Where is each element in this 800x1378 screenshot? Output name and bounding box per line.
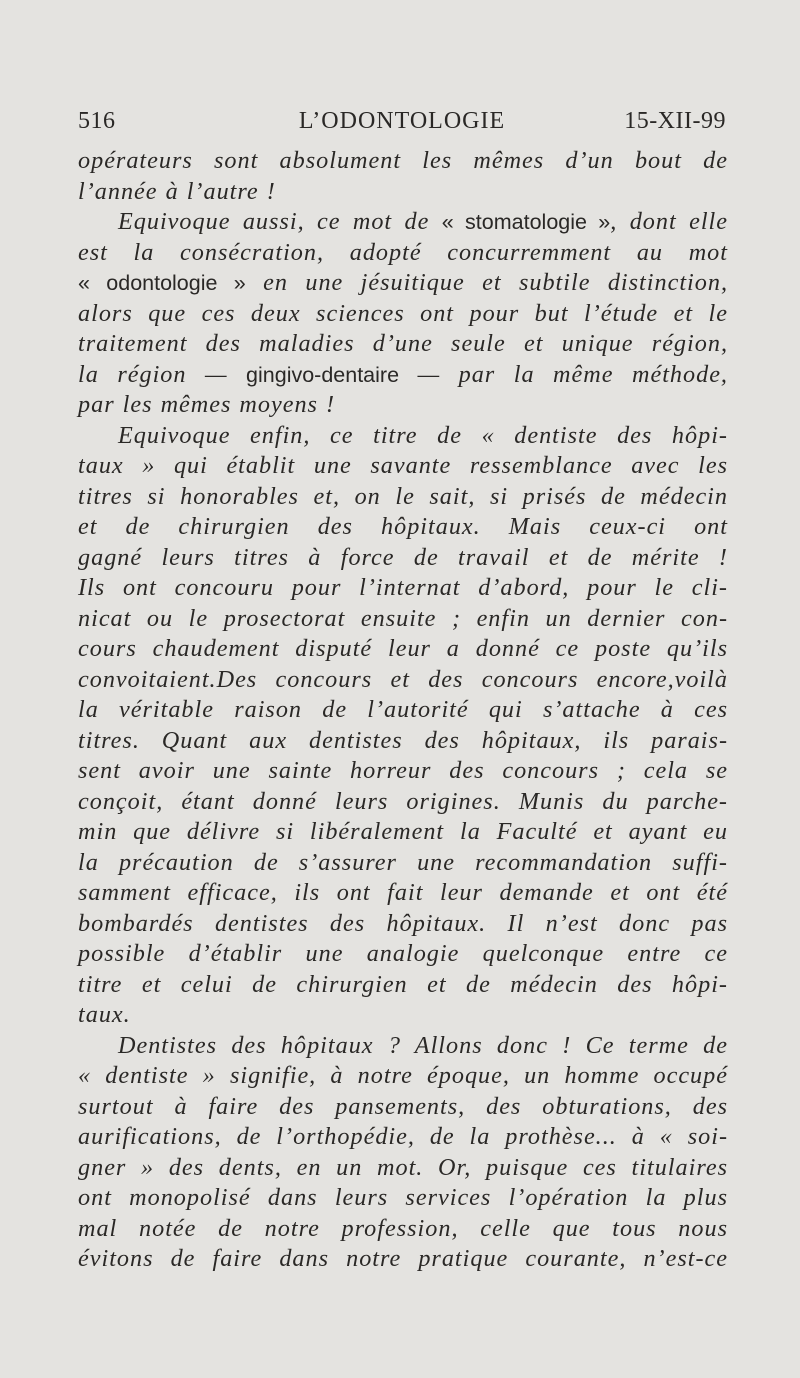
- text-line: [78, 1122, 728, 1153]
- italic-run: sent avoir une sainte horreur des concours ; cela se: [78, 757, 728, 784]
- text-line: [78, 146, 728, 177]
- italic-run: Ils ont concouru pour l’internat d’abord, pour le cli-: [78, 574, 728, 601]
- text-line: [78, 238, 728, 269]
- italic-run: cours chaudement disputé leur a donné ce poste qu’ils: [78, 635, 728, 662]
- italic-run: — par la même méthode,: [399, 360, 728, 388]
- italic-run: évitons de faire dans notre pratique courante, n’est-ce: [78, 1245, 728, 1272]
- italic-run: la précaution de s’assurer une recommandation suffi-: [78, 848, 728, 876]
- italic-run: la région —: [78, 360, 247, 388]
- italic-run: surtout à faire des pansements, des obturations, des: [78, 1092, 728, 1120]
- text-line: [78, 726, 728, 757]
- text-line: [78, 604, 728, 635]
- text-line: [78, 939, 728, 970]
- text-line: [78, 665, 728, 696]
- upright-term: « stomatologie »: [441, 210, 611, 234]
- text-line: [78, 299, 728, 330]
- italic-run: titres. Quant aux dentistes des hôpitaux, ils parais-: [78, 726, 728, 754]
- text-line: [78, 329, 728, 360]
- italic-run: est la consécration, adopté concurremment au mot: [78, 238, 728, 266]
- text-line: [78, 1214, 728, 1245]
- italic-run: bombardés dentistes des hôpitaux. Il n’est donc pas: [78, 909, 728, 937]
- text-line: [78, 695, 728, 726]
- text-line: [78, 1061, 728, 1092]
- italic-run: en une jésuitique et subtile distinction,: [245, 269, 728, 296]
- italic-run: Equivoque enfin, ce titre de « dentiste des hôpi-: [118, 421, 728, 449]
- italic-run: ont monopolisé dans leurs services l’opération la plus: [78, 1184, 728, 1211]
- text-line: [78, 451, 728, 482]
- italic-run: par les mêmes moyens !: [78, 391, 336, 418]
- italic-run: min que délivre si libéralement la Faculté et ayant eu: [78, 818, 728, 845]
- italic-run: la véritable raison de l’autorité qui s’attache à ces: [78, 696, 728, 723]
- italic-run: opérateurs sont absolument les mêmes d’un bout de: [78, 147, 728, 174]
- text-line: [78, 207, 728, 238]
- text-line: [78, 390, 728, 421]
- body-text: [78, 146, 728, 1275]
- italic-run: gagné leurs titres à force de travail et de mérite !: [78, 543, 728, 571]
- text-line: [78, 817, 728, 848]
- text-line: [78, 1000, 728, 1031]
- text-line: [78, 1183, 728, 1214]
- text-line: [78, 878, 728, 909]
- text-line: [78, 848, 728, 879]
- italic-run: possible d’établir une analogie quelconque entre ce: [78, 940, 728, 967]
- italic-run: « dentiste » signifie, à notre époque, un homme occupé: [78, 1062, 728, 1089]
- italic-run: l’année à l’autre !: [78, 177, 276, 205]
- italic-run: taux » qui établit une savante ressemblance avec les: [78, 452, 728, 479]
- text-line: [78, 756, 728, 787]
- text-line: [78, 421, 728, 452]
- italic-run: taux.: [78, 1001, 131, 1028]
- text-line: [78, 970, 728, 1001]
- text-line: [78, 787, 728, 818]
- italic-run: Equivoque aussi, ce mot de: [118, 208, 442, 235]
- text-line: [78, 1031, 728, 1062]
- text-line: [78, 1153, 728, 1184]
- upright-term: gingivo-dentaire: [246, 362, 400, 387]
- text-line: [78, 1244, 728, 1275]
- italic-run: , dont elle: [610, 208, 729, 235]
- text-line: [78, 634, 728, 665]
- italic-run: nicat ou le prosectorat ensuite ; enfin un dernier con-: [78, 604, 728, 632]
- text-line: [78, 1092, 728, 1123]
- italic-run: alors que ces deux sciences ont pour but l’étude et le: [78, 299, 728, 327]
- italic-run: mal notée de notre profession, celle que tous nous: [78, 1214, 728, 1242]
- running-header: [78, 108, 726, 142]
- text-line: [78, 573, 728, 604]
- text-line: [78, 177, 728, 208]
- issue-date: 15-XII-99: [624, 108, 726, 134]
- italic-run: conçoit, étant donné leurs origines. Munis du parche-: [78, 787, 728, 815]
- italic-run: titre et celui de chirurgien et de médecin des hôpi-: [78, 970, 728, 998]
- italic-run: titres si honorables et, on le sait, si prisés de médecin: [78, 482, 728, 510]
- text-line: [78, 268, 728, 299]
- page-number: 516: [78, 108, 116, 134]
- italic-run: convoitaient.Des concours et des concours encore,voilà: [78, 665, 728, 693]
- italic-run: traitement des maladies d’une seule et unique région,: [78, 330, 728, 357]
- italic-run: samment efficace, ils ont fait leur demande et ont été: [78, 879, 728, 906]
- text-line: [78, 909, 728, 940]
- italic-run: Dentistes des hôpitaux ? Allons donc ! Ce terme de: [118, 1031, 728, 1059]
- text-line: [78, 482, 728, 513]
- journal-title: L’ODONTOLOGIE: [298, 108, 506, 134]
- text-line: [78, 512, 728, 543]
- italic-run: aurifications, de l’orthopédie, de la prothèse... à « soi-: [78, 1123, 728, 1150]
- italic-run: et de chirurgien des hôpitaux. Mais ceux-ci ont: [78, 513, 728, 540]
- upright-term: « odontologie »: [78, 271, 246, 295]
- text-line: [78, 360, 728, 391]
- italic-run: gner » des dents, en un mot. Or, puisque ces titulaires: [78, 1153, 728, 1181]
- text-line: [78, 543, 728, 574]
